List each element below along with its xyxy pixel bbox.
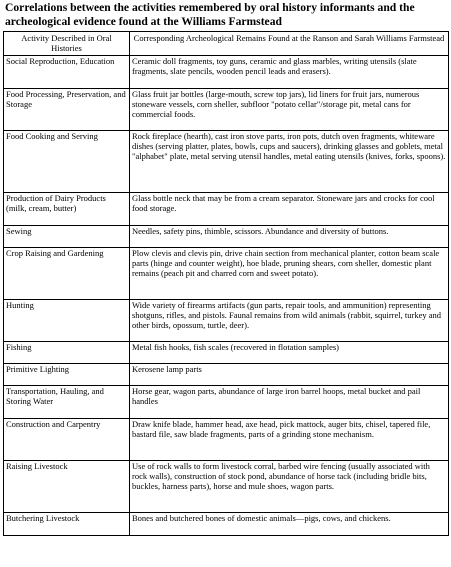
correlation-table bbox=[3, 31, 449, 536]
remains-cell: Use of rock walls to form livestock corral, barbed wire fencing (usually associated with rock walls), construction of stock pond, abundance of horse tack (including bridle bits, buckles, harness parts), horse and mule shoes, wagon parts. bbox=[130, 461, 449, 513]
activity-cell: Hunting bbox=[4, 300, 130, 342]
activity-cell: Crop Raising and Gardening bbox=[4, 248, 130, 300]
remains-cell: Wide variety of firearms artifacts (gun parts, repair tools, and ammunition) representing shotguns, rifles, and pistols. Faunal remains from wild animals (rabbit, squirrel, turkey and other birds, opossum, turtle, deer). bbox=[130, 300, 449, 342]
table-row bbox=[4, 226, 449, 248]
table-row bbox=[4, 364, 449, 386]
activity-cell: Transportation, Hauling, and Storing Water bbox=[4, 386, 130, 419]
activity-cell: Raising Livestock bbox=[4, 461, 130, 513]
activity-cell: Social Reproduction, Education bbox=[4, 56, 130, 89]
table-row bbox=[4, 193, 449, 226]
remains-cell: Bones and butchered bones of domestic animals—pigs, cows, and chickens. bbox=[130, 513, 449, 536]
column-header-activity: Activity Described in Oral Histories bbox=[4, 32, 130, 56]
activity-cell: Food Cooking and Serving bbox=[4, 131, 130, 193]
column-header-remains: Corresponding Archeological Remains Found at the Ranson and Sarah Williams Farmstead bbox=[130, 32, 449, 56]
table-header-row bbox=[4, 32, 449, 56]
table-row bbox=[4, 131, 449, 193]
remains-cell: Draw knife blade, hammer head, axe head, pick mattock, auger bits, chisel, tapered file, bastard file, saw blade fragments, parts of a grinding stone mechanism. bbox=[130, 419, 449, 461]
document-title: Correlations between the activities remembered by oral history informants and the archeological evidence found at the Williams Farmstead bbox=[5, 1, 415, 28]
remains-cell: Rock fireplace (hearth), cast iron stove parts, iron pots, dutch oven fragments, whiteware dishes (serving platter, plates, bowls, cups and saucers), drinking glasses and goblets, metal "alphabet" plate, metal serving utensil handles, metal eating utensils (knives, forks, spoons). bbox=[130, 131, 449, 193]
remains-cell: Ceramic doll fragments, toy guns, ceramic and glass marbles, writing utensils (slate fragments, slate pencils, wooden pencil leads and erasers). bbox=[130, 56, 449, 89]
remains-cell: Metal fish hooks, fish scales (recovered in flotation samples) bbox=[130, 342, 449, 364]
activity-cell: Construction and Carpentry bbox=[4, 419, 130, 461]
table-row bbox=[4, 300, 449, 342]
table-row bbox=[4, 342, 449, 364]
activity-cell: Butchering Livestock bbox=[4, 513, 130, 536]
table-row bbox=[4, 513, 449, 536]
remains-cell: Plow clevis and clevis pin, drive chain section from mechanical planter, cotton beam scale parts (hinge and counter weight), hoe blade, pruning shears, corn sheller, domestic plant remains (peach pit and charred corn and sweet potato). bbox=[130, 248, 449, 300]
remains-cell: Horse gear, wagon parts, abundance of large iron barrel hoops, metal bucket and pail handles bbox=[130, 386, 449, 419]
table-row bbox=[4, 461, 449, 513]
activity-cell: Sewing bbox=[4, 226, 130, 248]
remains-cell: Glass fruit jar bottles (large-mouth, screw top jars), lid liners for fruit jars, numerous stoneware vessels, corn sheller, subfloor "potato cellar"/storage pit, metal cans for commercial foods. bbox=[130, 89, 449, 131]
activity-cell: Production of Dairy Products (milk, cream, butter) bbox=[4, 193, 130, 226]
activity-cell: Fishing bbox=[4, 342, 130, 364]
table-row bbox=[4, 89, 449, 131]
remains-cell: Glass bottle neck that may be from a cream separator. Stoneware jars and crocks for cool food storage. bbox=[130, 193, 449, 226]
table-row bbox=[4, 386, 449, 419]
table-row bbox=[4, 56, 449, 89]
table-row bbox=[4, 248, 449, 300]
table-row bbox=[4, 419, 449, 461]
remains-cell: Needles, safety pins, thimble, scissors. Abundance and diversity of buttons. bbox=[130, 226, 449, 248]
activity-cell: Primitive Lighting bbox=[4, 364, 130, 386]
activity-cell: Food Processing, Preservation, and Storage bbox=[4, 89, 130, 131]
remains-cell: Kerosene lamp parts bbox=[130, 364, 449, 386]
